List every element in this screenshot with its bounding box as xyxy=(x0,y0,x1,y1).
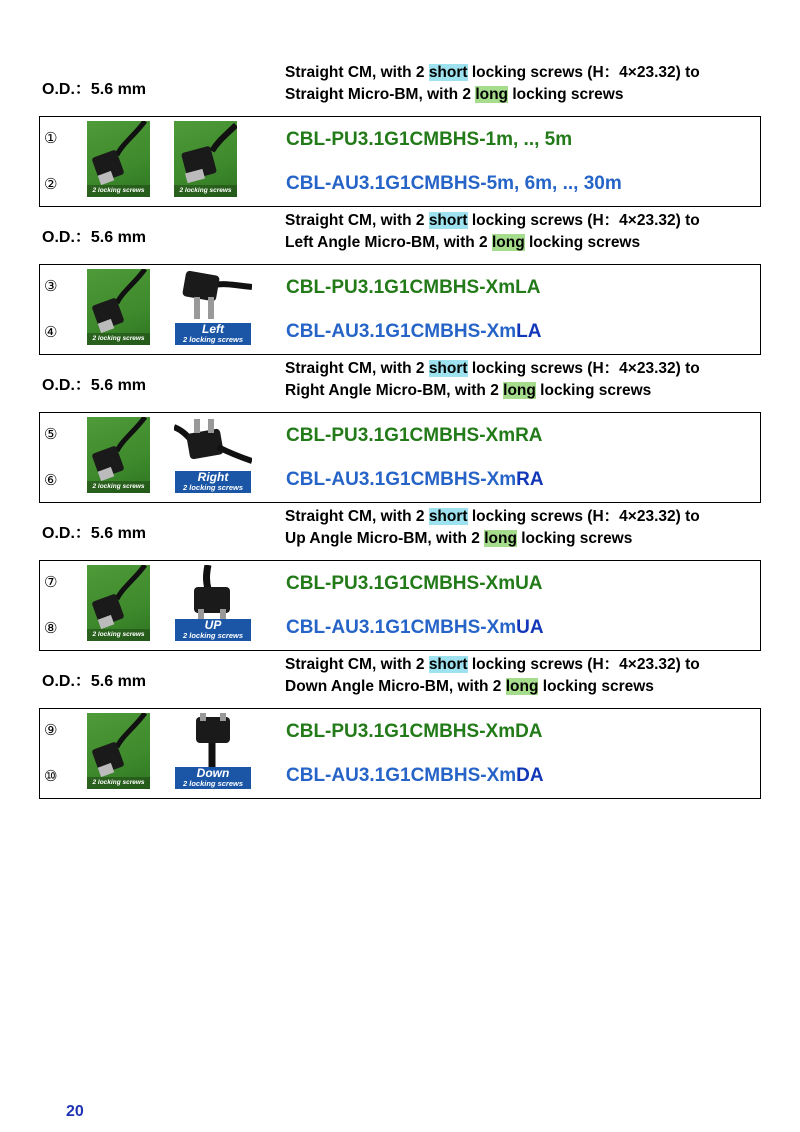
part-number-suffix: DA xyxy=(516,765,544,786)
desc-text: Straight CM, with 2 xyxy=(285,656,429,673)
part-number-text: CBL-AU3.1G1CMBHS-Xm xyxy=(286,469,517,490)
item-number: ⑥ xyxy=(44,471,58,489)
highlight-short: short xyxy=(428,212,468,229)
cable-section-up-angle xyxy=(39,508,761,651)
section-header xyxy=(39,508,761,560)
highlight-short: short xyxy=(428,656,468,673)
highlight-long: long xyxy=(505,678,539,695)
desc-text: locking screws xyxy=(508,86,624,103)
part-number-pu: CBL-PU3.1G1CMBHS-1m, .., 5m xyxy=(286,129,573,150)
part-number-text: CBL-AU3.1G1CMBHS-Xm xyxy=(286,765,517,786)
up-angle-connector-photo xyxy=(174,565,252,641)
left-angle-connector-photo xyxy=(174,269,252,345)
section-header xyxy=(39,212,761,264)
micro-bm-connector-photo xyxy=(174,121,237,197)
desc-text: Left Angle Micro-BM, with 2 xyxy=(285,234,492,251)
desc-text: Straight CM, with 2 xyxy=(285,360,429,377)
item-number: ⑦ xyxy=(44,573,58,591)
down-angle-connector-photo xyxy=(174,713,252,789)
part-number-suffix: RA xyxy=(516,469,544,490)
part-number-text: CBL-AU3.1G1CMBHS-Xm xyxy=(286,321,517,342)
cm-connector-photo xyxy=(87,565,150,641)
section-description xyxy=(285,358,700,402)
cable-section-right-angle xyxy=(39,360,761,503)
desc-text: Straight CM, with 2 xyxy=(285,212,429,229)
section-description xyxy=(285,210,700,254)
section-header xyxy=(39,64,761,116)
desc-text: locking screws (H：4×23.32) to xyxy=(467,64,700,81)
item-number: ⑨ xyxy=(44,721,58,739)
section-description xyxy=(285,62,700,106)
part-number-pu: CBL-PU3.1G1CMBHS-XmDA xyxy=(286,721,543,742)
section-header xyxy=(39,360,761,412)
part-number-au xyxy=(286,469,544,491)
desc-text: Straight CM, with 2 xyxy=(285,64,429,81)
section-description xyxy=(285,654,700,698)
highlight-long: long xyxy=(475,86,509,103)
photo-caption: 2 locking screws xyxy=(87,333,150,345)
cable-section-straight xyxy=(39,64,761,207)
badge-caption: 2 locking screws xyxy=(182,483,244,492)
photo-caption: 2 locking screws xyxy=(87,629,150,641)
product-box xyxy=(39,116,761,207)
part-number-suffix: LA xyxy=(516,321,542,342)
highlight-long: long xyxy=(503,382,536,399)
outer-diameter: O.D.：5.6 mm xyxy=(42,81,147,98)
angle-badge xyxy=(175,471,251,493)
photo-caption: 2 locking screws xyxy=(174,185,237,197)
desc-text: Down Angle Micro-BM, with 2 xyxy=(285,678,506,695)
desc-text: locking screws xyxy=(524,234,641,251)
badge-title: UP xyxy=(204,618,222,632)
item-number: ③ xyxy=(44,277,58,295)
badge-title: Right xyxy=(197,470,229,484)
angle-badge xyxy=(175,619,251,641)
part-number-pu: CBL-PU3.1G1CMBHS-XmUA xyxy=(286,573,543,594)
section-description xyxy=(285,506,700,550)
cm-connector-photo xyxy=(87,417,150,493)
item-number: ② xyxy=(44,175,58,193)
angle-badge xyxy=(175,767,251,789)
desc-text: Straight Micro-BM, with 2 xyxy=(285,86,476,103)
desc-text: locking screws (H：4×23.32) to xyxy=(467,656,700,673)
highlight-short: short xyxy=(428,508,468,525)
part-number-suffix: UA xyxy=(516,617,544,638)
desc-text: Right Angle Micro-BM, with 2 xyxy=(285,382,504,399)
cm-connector-photo xyxy=(87,269,150,345)
cm-connector-photo xyxy=(87,713,150,789)
item-number: ① xyxy=(44,129,58,147)
part-number-pu: CBL-PU3.1G1CMBHS-XmRA xyxy=(286,425,543,446)
right-angle-connector-photo xyxy=(174,417,252,493)
desc-text: locking screws xyxy=(516,530,633,547)
page-number: 20 xyxy=(66,1103,84,1120)
highlight-long: long xyxy=(484,530,517,547)
desc-text: locking screws xyxy=(538,678,654,695)
badge-title: Left xyxy=(202,322,224,336)
part-number-text: CBL-AU3.1G1CMBHS-5m, 6m, .., 30m xyxy=(286,173,622,194)
badge-caption: 2 locking screws xyxy=(182,631,244,640)
highlight-short: short xyxy=(428,64,468,81)
highlight-short: short xyxy=(428,360,468,377)
item-number: ⑧ xyxy=(44,619,58,637)
product-box xyxy=(39,560,761,651)
part-number-au xyxy=(286,765,544,787)
desc-text: locking screws xyxy=(535,382,652,399)
angle-badge xyxy=(175,323,251,345)
outer-diameter: O.D.：5.6 mm xyxy=(42,673,147,690)
badge-caption: 2 locking screws xyxy=(182,779,244,788)
item-number: ④ xyxy=(44,323,58,341)
product-box xyxy=(39,264,761,355)
desc-text: Up Angle Micro-BM, with 2 xyxy=(285,530,485,547)
desc-text: locking screws (H：4×23.32) to xyxy=(467,508,700,525)
part-number-pu: CBL-PU3.1G1CMBHS-XmLA xyxy=(286,277,541,298)
item-number: ⑤ xyxy=(44,425,58,443)
part-number-text: CBL-AU3.1G1CMBHS-Xm xyxy=(286,617,517,638)
highlight-long: long xyxy=(491,234,525,251)
product-box xyxy=(39,412,761,503)
desc-text: locking screws (H：4×23.32) to xyxy=(467,212,700,229)
item-number: ⑩ xyxy=(44,767,58,785)
desc-text: Straight CM, with 2 xyxy=(285,508,429,525)
outer-diameter: O.D.：5.6 mm xyxy=(42,229,147,246)
product-box xyxy=(39,708,761,799)
cable-section-left-angle xyxy=(39,212,761,355)
badge-title: Down xyxy=(196,766,230,780)
cable-section-down-angle xyxy=(39,656,761,799)
badge-caption: 2 locking screws xyxy=(182,335,244,344)
part-number-au xyxy=(286,321,541,343)
outer-diameter: O.D.：5.6 mm xyxy=(42,525,147,542)
cm-connector-photo xyxy=(87,121,150,197)
photo-caption: 2 locking screws xyxy=(87,777,150,789)
outer-diameter: O.D.：5.6 mm xyxy=(42,377,147,394)
part-number-au xyxy=(286,173,622,195)
photo-caption: 2 locking screws xyxy=(87,481,150,493)
part-number-au xyxy=(286,617,544,639)
photo-caption: 2 locking screws xyxy=(87,185,150,197)
section-header xyxy=(39,656,761,708)
desc-text: locking screws (H：4×23.32) to xyxy=(467,360,700,377)
